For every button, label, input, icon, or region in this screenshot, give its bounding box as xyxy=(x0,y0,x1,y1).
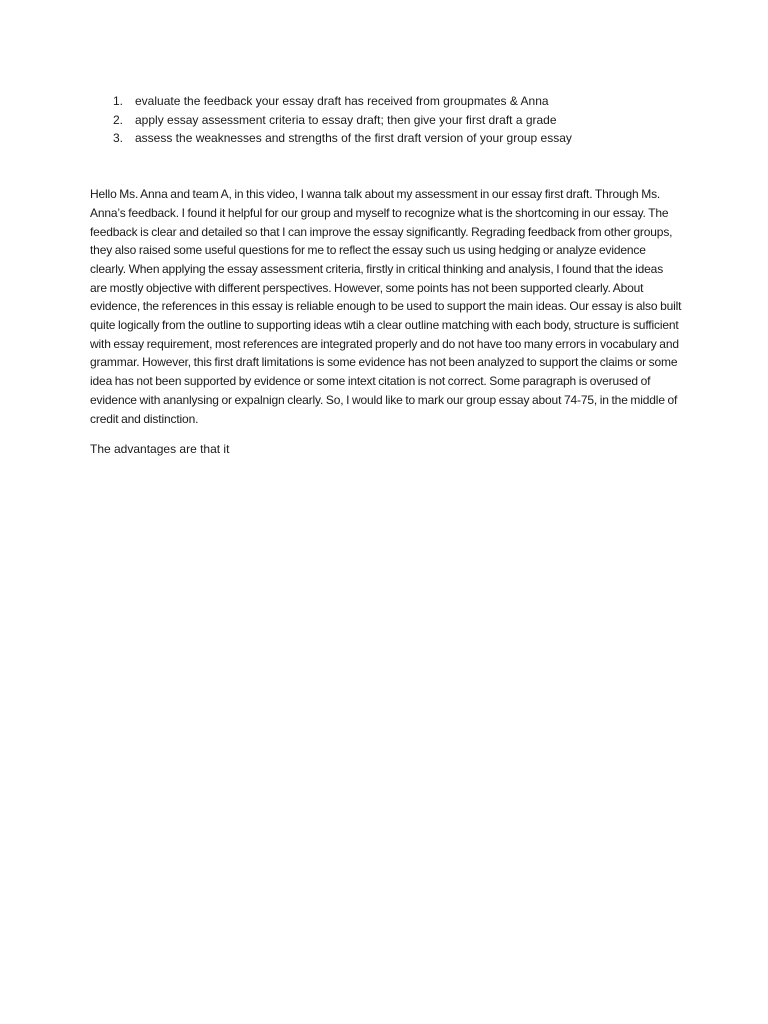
advantages-paragraph: The advantages are that it xyxy=(90,442,230,457)
assessment-paragraph: Hello Ms. Anna and team A, in this video, I wanna talk about my assessment in our essay first draft. Through Ms. Anna’s feedback. I found it helpful for our group and myself to recognize what is the shortcoming in our essay. The feedback is clear and detailed so that I can improve the essay significantly. Regrading feedback from other groups, they also raised some useful questions for me to reflect the essay such us using hedging or analyze evidence clearly. When applying the essay assessment criteria, firstly in critical thinking and analysis, I found that the ideas are mostly objective with different perspectives. However, some points has not been supported clearly. About evidence, the references in this essay is reliable enough to be used to support the main ideas. Our essay is also built quite logically from the outline to supporting ideas wtih a clear outline matching with each body, structure is sufficient with essay requirement, most references are integrated properly and do not have too many errors in vocabulary and grammar. However, this first draft limitations is some evidence has not been analyzed to support the claims or some idea has not been supported by evidence or some intext citation is not correct. Some paragraph is overused of evidence with ananlysing or expalnign clearly. So, I would like to mark our group essay about 74-75, in the middle of credit and distinction. xyxy=(90,187,682,426)
task-item-3 xyxy=(90,129,682,148)
task-item-1 xyxy=(90,92,682,111)
task-list xyxy=(90,92,682,148)
task-text: evaluate the feedback your essay draft has received from groupmates & Anna xyxy=(135,94,549,108)
task-text: apply essay assessment criteria to essay draft; then give your first draft a grade xyxy=(135,112,557,127)
task-text: assess the weaknesses and strengths of the first draft version of your group essay xyxy=(135,131,572,146)
task-number: 3. xyxy=(113,131,124,146)
task-item-2 xyxy=(90,111,682,130)
task-number: 1. xyxy=(113,94,124,108)
document-page xyxy=(90,92,682,459)
task-number: 2. xyxy=(113,112,124,127)
